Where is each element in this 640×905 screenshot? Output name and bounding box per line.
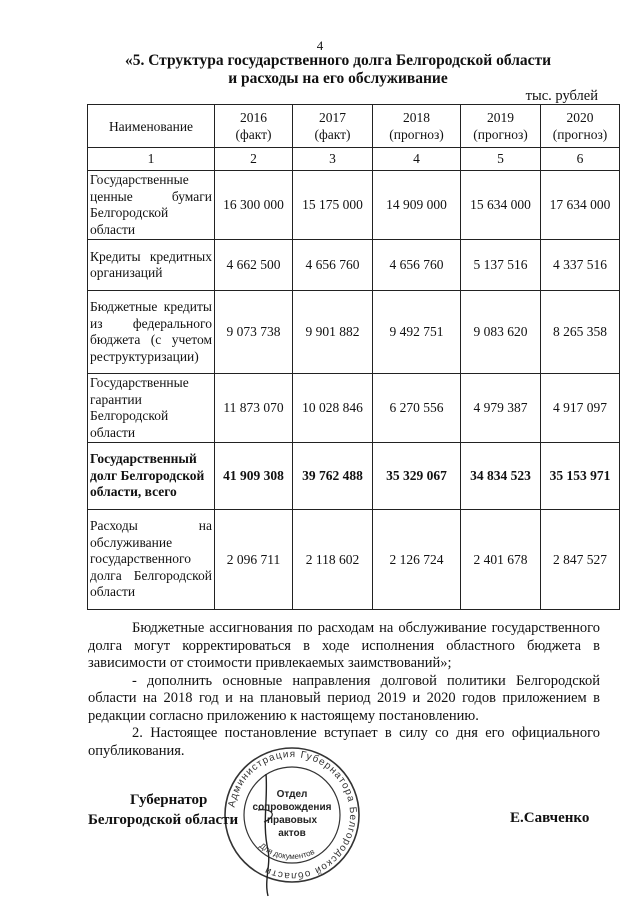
column-header: 2019 (прогноз) <box>461 105 541 148</box>
debt-structure-table <box>87 104 620 610</box>
column-index: 6 <box>541 148 620 171</box>
cell-value: 4 662 500 <box>215 240 293 291</box>
cell-value: 8 265 358 <box>541 291 620 374</box>
column-index: 2 <box>215 148 293 171</box>
cell-value: 15 175 000 <box>293 171 373 240</box>
column-header: 2018 (прогноз) <box>373 105 461 148</box>
paragraph: Бюджетные ассигнования по расходам на обслуживание государственного долга могут корректироваться в ходе исполнения областного бюджета в зависимости от стоимости привлекаемых заимствований»; <box>88 620 600 671</box>
cell-value: 17 634 000 <box>541 171 620 240</box>
cell-value: 9 901 882 <box>293 291 373 374</box>
seal-inner-line3: правовых <box>266 815 318 826</box>
table-header-row <box>88 105 620 148</box>
section-title-line2: и расходы на его обслуживание <box>228 70 448 87</box>
column-index: 3 <box>293 148 373 171</box>
seal-inner-line4: актов <box>278 828 306 839</box>
cell-value: 16 300 000 <box>215 171 293 240</box>
column-header: 2020 (прогноз) <box>541 105 620 148</box>
row-name: Государственный долг Белгородской области, всего <box>88 443 215 510</box>
cell-value: 4 656 760 <box>373 240 461 291</box>
cell-value: 4 656 760 <box>293 240 373 291</box>
cell-value: 10 028 846 <box>293 374 373 443</box>
table-row <box>88 291 620 374</box>
row-name: Государственные ценные бумаги Белгородской области <box>88 171 215 240</box>
units-label: тыс. рублей <box>525 88 598 104</box>
seal-outer-text: Администрация Губернатора Белгородской области <box>226 748 359 882</box>
table-row <box>88 171 620 240</box>
seal-inner-line1: Отдел <box>276 789 308 800</box>
signatory-name: Е.Савченко <box>510 810 590 826</box>
cell-value: 2 126 724 <box>373 510 461 610</box>
column-header: 2016 (факт) <box>215 105 293 148</box>
cell-value: 2 401 678 <box>461 510 541 610</box>
cell-value: 4 979 387 <box>461 374 541 443</box>
signatory-position-line1: Губернатор <box>130 792 208 808</box>
cell-value: 2 847 527 <box>541 510 620 610</box>
column-index: 1 <box>88 148 215 171</box>
body-text <box>88 620 600 760</box>
section-title-line1: «5. Структура государственного долга Белгородской области <box>124 52 552 69</box>
cell-value: 35 329 067 <box>373 443 461 510</box>
cell-value: 2 118 602 <box>293 510 373 610</box>
signatory-position-line2: Белгородской области <box>88 812 239 828</box>
row-name: Бюджетные кредиты из федерального бюджета (с учетом реструктуризации) <box>88 291 215 374</box>
column-index-row <box>88 148 620 171</box>
table-row <box>88 240 620 291</box>
table-row-total <box>88 443 620 510</box>
row-name: Государственные гарантии Белгородской области <box>88 374 215 443</box>
page-number: 4 <box>316 38 324 53</box>
table-row <box>88 374 620 443</box>
column-header: Наименование <box>88 105 215 148</box>
column-index: 4 <box>373 148 461 171</box>
paragraph: 2. Настоящее постановление вступает в силу со дня его официального опубликования. <box>88 725 600 759</box>
table-row <box>88 510 620 610</box>
paragraph: - дополнить основные направления долговой политики Белгородской области на 2018 год и на плановый период 2019 и 2020 годов приложением в редакции согласно приложению к настоящему постановлению. <box>88 672 600 724</box>
cell-value: 35 153 971 <box>541 443 620 510</box>
cell-value: 9 492 751 <box>373 291 461 374</box>
cell-value: 39 762 488 <box>293 443 373 510</box>
row-name: Расходы на обслуживание государственного долга Белгородской области <box>88 510 215 610</box>
column-index: 5 <box>461 148 541 171</box>
seal-bottom-text: Для документов <box>257 841 316 862</box>
cell-value: 9 083 620 <box>461 291 541 374</box>
cell-value: 15 634 000 <box>461 171 541 240</box>
cell-value: 4 337 516 <box>541 240 620 291</box>
cell-value: 5 137 516 <box>461 240 541 291</box>
cell-value: 11 873 070 <box>215 374 293 443</box>
signatory-position <box>88 790 238 830</box>
cell-value: 41 909 308 <box>215 443 293 510</box>
cell-value: 9 073 738 <box>215 291 293 374</box>
seal-inner-line2: сопровождения <box>252 802 332 813</box>
cell-value: 14 909 000 <box>373 171 461 240</box>
column-header: 2017 (факт) <box>293 105 373 148</box>
cell-value: 4 917 097 <box>541 374 620 443</box>
cell-value: 6 270 556 <box>373 374 461 443</box>
row-name: Кредиты кредитных организаций <box>88 240 215 291</box>
section-title <box>88 52 588 88</box>
cell-value: 2 096 711 <box>215 510 293 610</box>
cell-value: 34 834 523 <box>461 443 541 510</box>
handwritten-signature <box>238 770 298 900</box>
